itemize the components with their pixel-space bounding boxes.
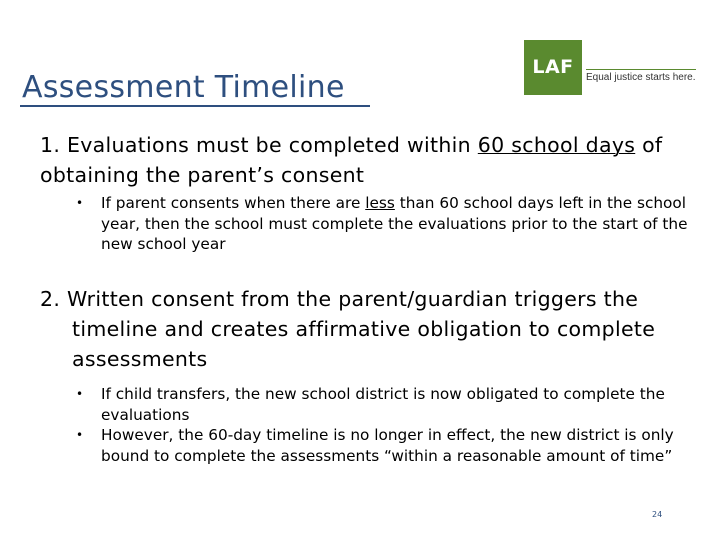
subpoint-1a-after: than 60 school days left in the school year, then the school must complete the evaluations prior to the start of the new school year [101, 194, 688, 253]
point-1 [40, 130, 690, 190]
point-1-text-after: of obtaining the parent’s consent [40, 133, 663, 187]
page-number: 24 [652, 510, 663, 519]
point-2-subpoints [76, 384, 696, 466]
subpoint-1a-before: If parent consents when there are [101, 194, 361, 212]
subpoint-2b: • However, the 60-day timeline is no longer in effect, the new district is only bound to complete the assessments “within a reasonable amount of time” [76, 425, 696, 466]
point-1-underlined: 60 school days [477, 133, 636, 157]
subpoint-2a: • If child transfers, the new school district is now obligated to complete the evaluations [76, 384, 696, 425]
title-underline [20, 105, 370, 107]
point-2-text: Written consent from the parent/guardian triggers the timeline and creates affirmative obligation to complete assessments [67, 287, 656, 371]
laf-logo-mark: LAF [524, 40, 582, 95]
point-2-number: 2. [40, 287, 61, 311]
point-1-number: 1. [40, 133, 61, 157]
laf-logo [524, 40, 696, 95]
subpoint-1a-underlined: less [365, 194, 395, 212]
slide-title: Assessment Timeline [22, 70, 345, 105]
point-1-text-before: Evaluations must be completed within [67, 133, 471, 157]
point-2 [40, 284, 720, 374]
point-1-subpoints [76, 193, 696, 255]
laf-logo-tagline: Equal justice starts here. [586, 69, 696, 83]
subpoint-1a [76, 193, 696, 255]
